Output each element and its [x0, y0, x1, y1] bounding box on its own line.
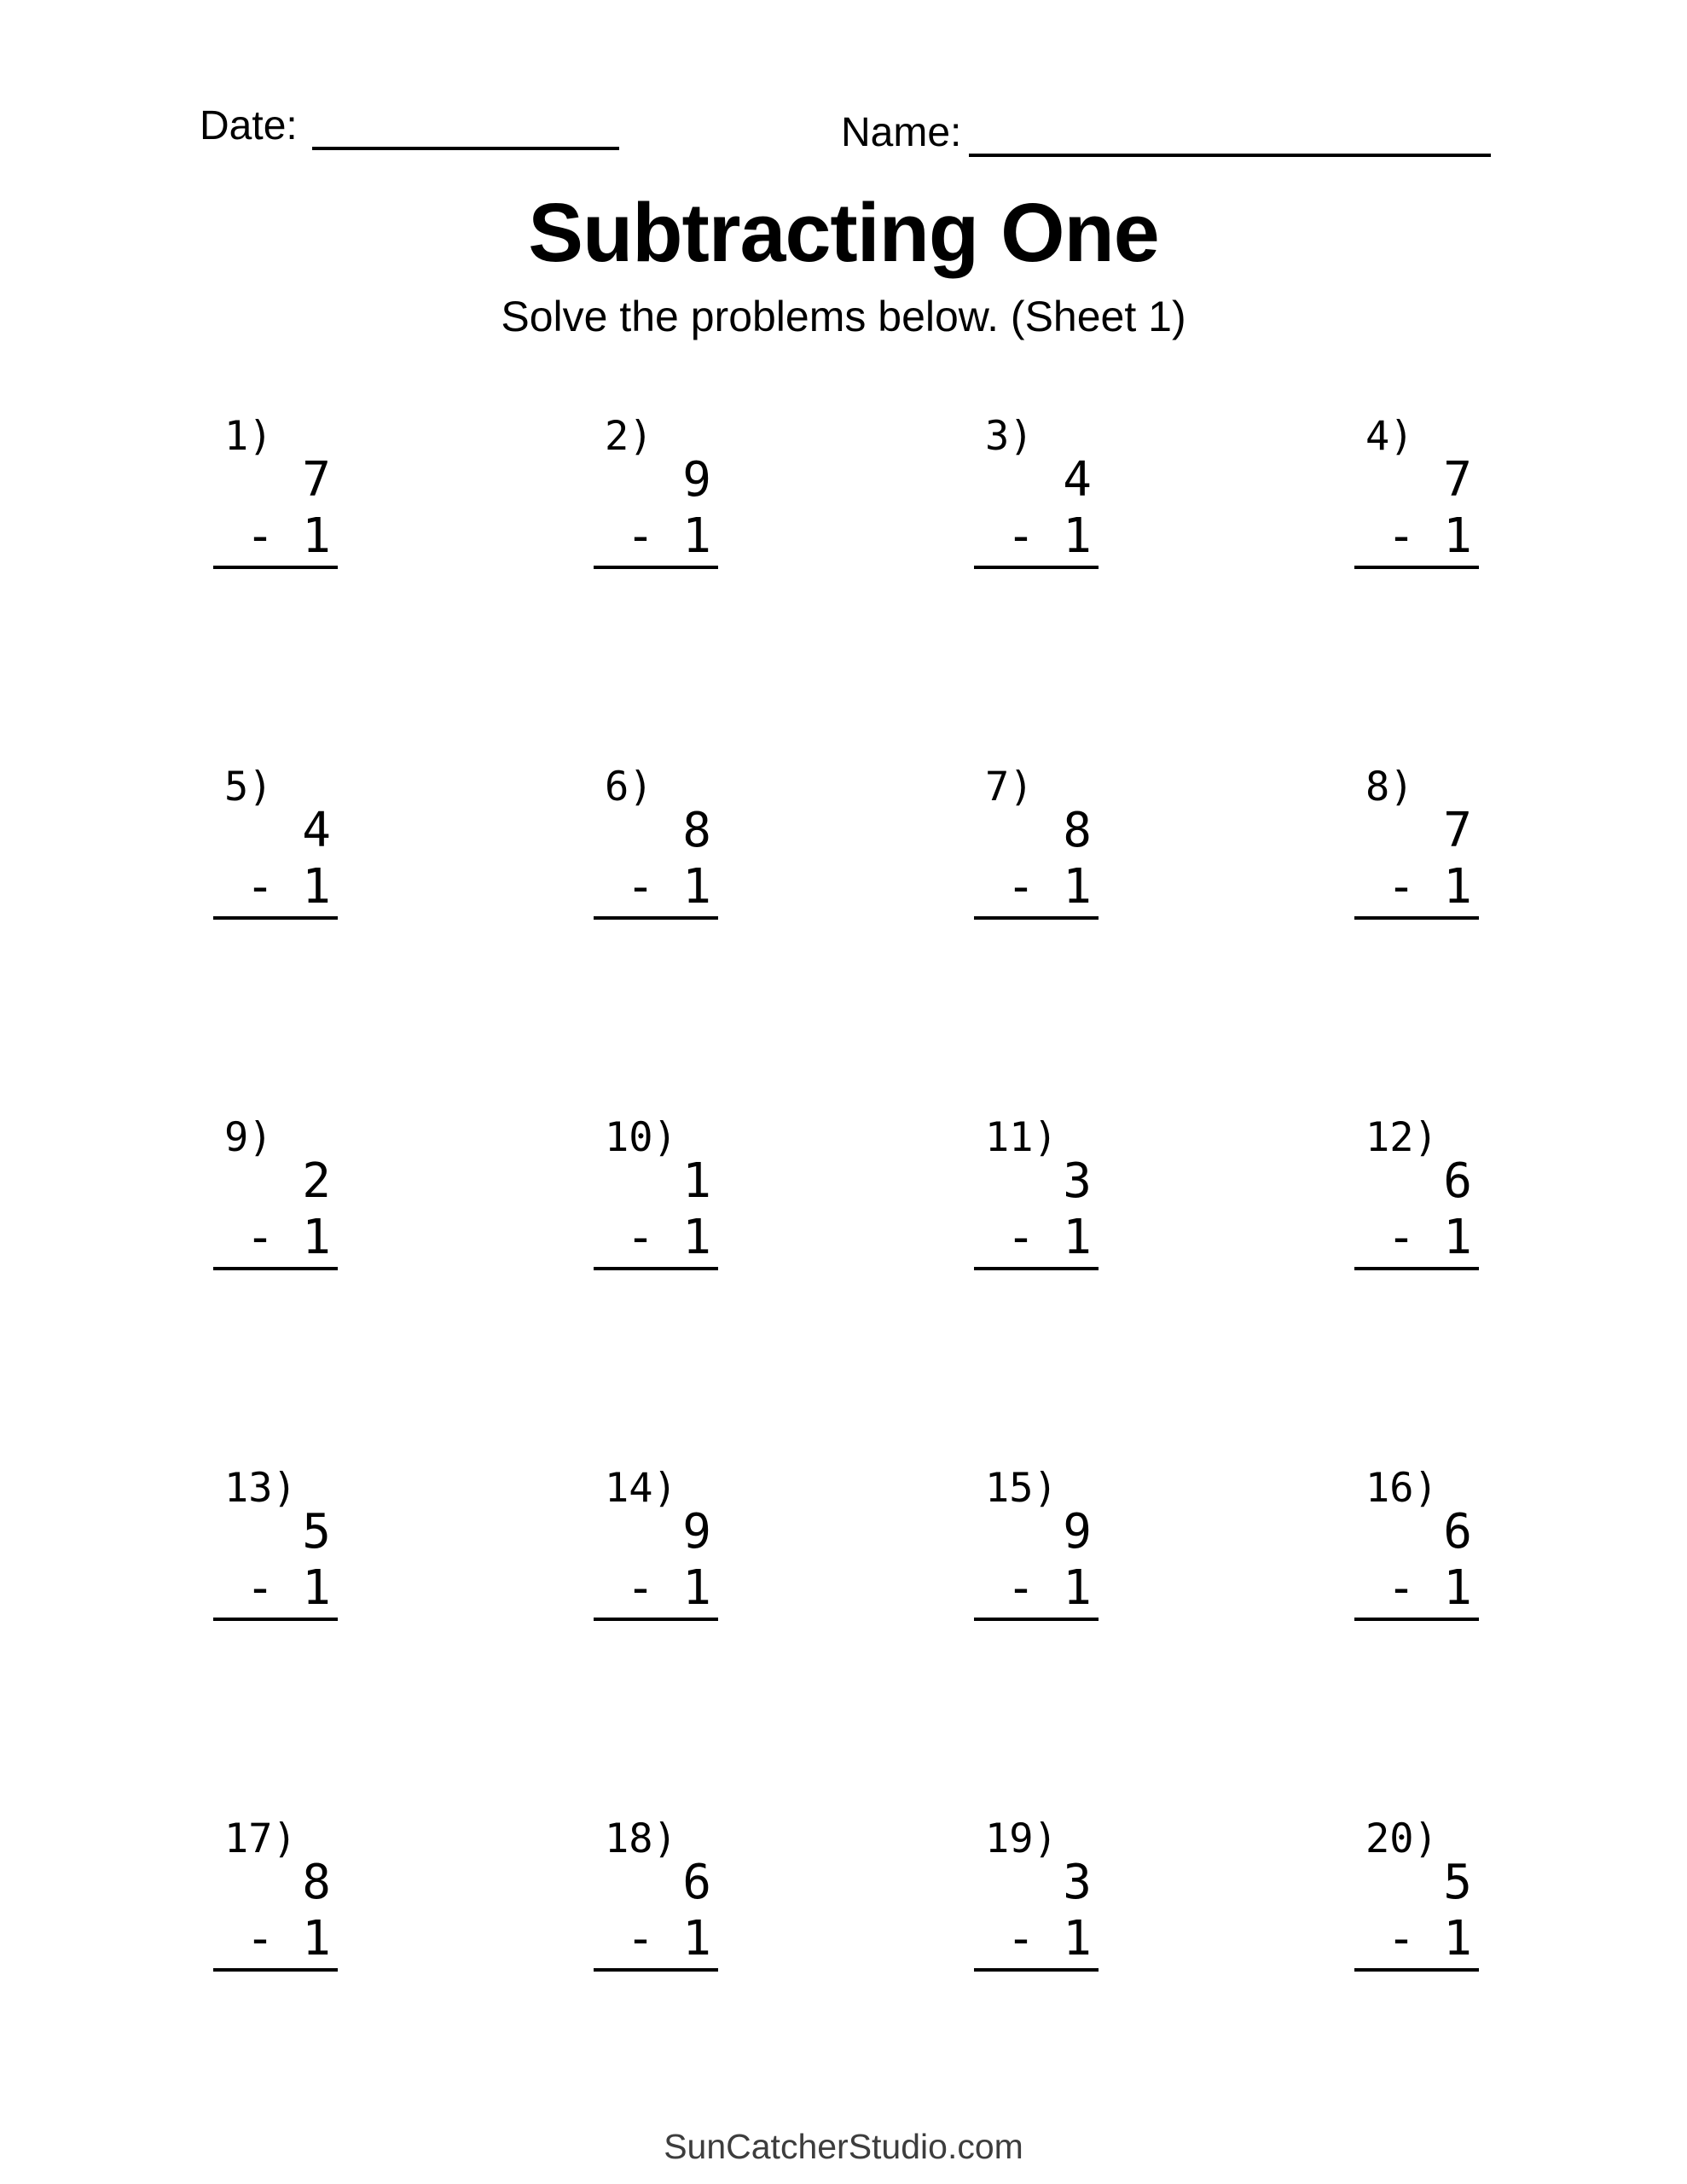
- problem-number: 20): [1365, 1815, 1438, 1862]
- subtrahend: 1: [302, 859, 331, 915]
- minus-sign: -: [1006, 1210, 1035, 1265]
- problem-18: [594, 1815, 718, 1972]
- date-label: Date:: [200, 103, 298, 148]
- subtrahend: 1: [1063, 859, 1092, 915]
- minuend: 4: [1063, 452, 1092, 508]
- problem-14: [594, 1465, 718, 1621]
- problem-number: 11): [985, 1114, 1058, 1161]
- name-label: Name:: [841, 110, 962, 155]
- subtrahend: 1: [682, 1210, 711, 1265]
- subtraction-row: [626, 508, 711, 564]
- subtrahend: 1: [1443, 859, 1472, 915]
- problem-number: 19): [985, 1815, 1058, 1862]
- subtraction-row: [1006, 1911, 1092, 1966]
- minus-sign: -: [1387, 1911, 1416, 1966]
- minus-sign: -: [246, 1911, 275, 1966]
- problem-1: [213, 413, 338, 569]
- problem-4: [1354, 413, 1479, 569]
- problem-2: [594, 413, 718, 569]
- minus-sign: -: [1006, 1911, 1035, 1966]
- subtrahend: 1: [1063, 1911, 1092, 1966]
- site-credit: SunCatcherStudio.com: [664, 2127, 1023, 2166]
- minuend: 2: [302, 1153, 331, 1209]
- subtraction-row: [1387, 1911, 1472, 1966]
- problem-number: 16): [1365, 1465, 1438, 1512]
- minuend: 8: [302, 1855, 331, 1910]
- minus-sign: -: [1006, 1560, 1035, 1616]
- subtrahend: 1: [302, 1911, 331, 1966]
- subtraction-row: [1006, 1210, 1092, 1265]
- name-blank-line: [969, 154, 1491, 157]
- problem-9: [213, 1114, 338, 1270]
- minus-sign: -: [1387, 1560, 1416, 1616]
- subtrahend: 1: [1443, 1210, 1472, 1265]
- minus-sign: -: [626, 859, 655, 915]
- problem-number: 1): [224, 413, 273, 460]
- problem-number: 12): [1365, 1114, 1438, 1161]
- subtrahend: 1: [302, 508, 331, 564]
- minus-sign: -: [246, 1210, 275, 1265]
- problem-16: [1354, 1465, 1479, 1621]
- minus-sign: -: [626, 1911, 655, 1966]
- problem-10: [594, 1114, 718, 1270]
- subtrahend: 1: [682, 508, 711, 564]
- subtraction-row: [1387, 1210, 1472, 1265]
- minuend: 9: [1063, 1504, 1092, 1560]
- problem-number: 13): [224, 1465, 297, 1512]
- subtrahend: 1: [1443, 508, 1472, 564]
- subtraction-row: [246, 859, 331, 915]
- subtraction-row: [246, 1911, 331, 1966]
- subtraction-row: [1387, 859, 1472, 915]
- problem-7: [974, 764, 1099, 920]
- problem-number: 9): [224, 1114, 273, 1161]
- problem-17: [213, 1815, 338, 1972]
- subtrahend: 1: [682, 1911, 711, 1966]
- minuend: 1: [682, 1153, 711, 1209]
- problem-8: [1354, 764, 1479, 920]
- date-blank-line: [312, 147, 619, 150]
- minus-sign: -: [1006, 859, 1035, 915]
- minus-sign: -: [1387, 508, 1416, 564]
- minus-sign: -: [626, 1560, 655, 1616]
- problem-number: 7): [985, 764, 1034, 810]
- minus-sign: -: [626, 508, 655, 564]
- problem-number: 3): [985, 413, 1034, 460]
- subtrahend: 1: [1063, 1210, 1092, 1265]
- minus-sign: -: [1387, 859, 1416, 915]
- problem-number: 6): [605, 764, 653, 810]
- problem-11: [974, 1114, 1099, 1270]
- subtrahend: 1: [302, 1210, 331, 1265]
- problem-15: [974, 1465, 1099, 1621]
- minuend: 7: [1443, 452, 1472, 508]
- minuend: 6: [1443, 1153, 1472, 1209]
- minuend: 7: [1443, 803, 1472, 858]
- minuend: 5: [1443, 1855, 1472, 1910]
- minuend: 4: [302, 803, 331, 858]
- subtrahend: 1: [682, 1560, 711, 1616]
- problem-number: 2): [605, 413, 653, 460]
- minuend: 9: [682, 1504, 711, 1560]
- problem-13: [213, 1465, 338, 1621]
- problem-12: [1354, 1114, 1479, 1270]
- subtrahend: 1: [1443, 1560, 1472, 1616]
- subtraction-row: [1006, 859, 1092, 915]
- worksheet-subtitle: Solve the problems below. (Sheet 1): [501, 293, 1186, 340]
- worksheet-title: Subtracting One: [528, 186, 1159, 279]
- minus-sign: -: [246, 859, 275, 915]
- minus-sign: -: [246, 508, 275, 564]
- problem-number: 15): [985, 1465, 1058, 1512]
- problem-number: 8): [1365, 764, 1414, 810]
- subtraction-row: [246, 1210, 331, 1265]
- minuend: 9: [682, 452, 711, 508]
- minuend: 6: [1443, 1504, 1472, 1560]
- subtraction-row: [626, 1911, 711, 1966]
- minus-sign: -: [1387, 1210, 1416, 1265]
- minuend: 8: [682, 803, 711, 858]
- problem-number: 10): [605, 1114, 677, 1161]
- subtrahend: 1: [1063, 508, 1092, 564]
- problem-number: 18): [605, 1815, 677, 1862]
- minus-sign: -: [246, 1560, 275, 1616]
- subtrahend: 1: [1063, 1560, 1092, 1616]
- problem-number: 4): [1365, 413, 1414, 460]
- minuend: 3: [1063, 1855, 1092, 1910]
- subtrahend: 1: [302, 1560, 331, 1616]
- problem-number: 17): [224, 1815, 297, 1862]
- problem-3: [974, 413, 1099, 569]
- subtrahend: 1: [682, 859, 711, 915]
- problem-number: 14): [605, 1465, 677, 1512]
- minus-sign: -: [1006, 508, 1035, 564]
- minuend: 8: [1063, 803, 1092, 858]
- problem-6: [594, 764, 718, 920]
- problem-20: [1354, 1815, 1479, 1972]
- minus-sign: -: [626, 1210, 655, 1265]
- subtrahend: 1: [1443, 1911, 1472, 1966]
- subtraction-row: [626, 859, 711, 915]
- subtraction-row: [246, 1560, 331, 1616]
- subtraction-row: [1006, 1560, 1092, 1616]
- subtraction-row: [246, 508, 331, 564]
- minuend: 7: [302, 452, 331, 508]
- subtraction-row: [1387, 1560, 1472, 1616]
- minuend: 5: [302, 1504, 331, 1560]
- minuend: 3: [1063, 1153, 1092, 1209]
- subtraction-row: [626, 1210, 711, 1265]
- subtraction-row: [626, 1560, 711, 1616]
- minuend: 6: [682, 1855, 711, 1910]
- subtraction-row: [1387, 508, 1472, 564]
- problem-19: [974, 1815, 1099, 1972]
- subtraction-row: [1006, 508, 1092, 564]
- problem-number: 5): [224, 764, 273, 810]
- problem-5: [213, 764, 338, 920]
